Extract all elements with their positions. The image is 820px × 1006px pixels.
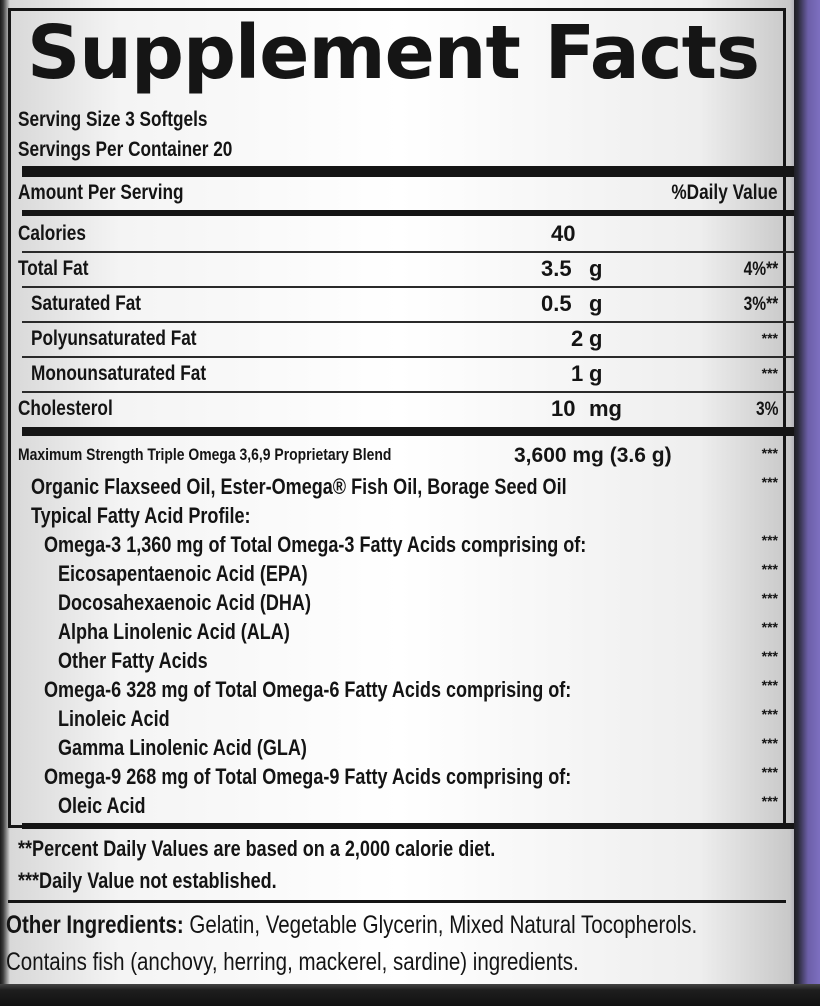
nutrient-unit-polyunsaturated-fat: g [589,326,603,351]
profile-omega-3: Omega-3 1,360 mg of Total Omega-3 Fatty Acids comprising of: [44,532,587,557]
profile-omega-9: Omega-9 268 mg of Total Omega-9 Fatty Acids comprising of: [44,764,572,789]
nutrient-name-cholesterol: Cholesterol [18,397,113,420]
bottle-edge-right [794,0,820,1006]
nutrient-amount-monounsaturated-fat: 1 [571,361,584,386]
nutrient-dv-monounsaturated-fat: *** [761,365,778,381]
nutrient-dv-polyunsaturated-fat: *** [761,330,778,346]
thick-divider [22,427,794,436]
profile-dv: *** [761,793,778,809]
row-divider [22,251,794,253]
profile-oleic: Oleic Acid [58,793,146,818]
nutrient-unit-total-fat: g [589,256,603,281]
panel-title: Supplement Facts [27,10,760,96]
blend-sources: Organic Flaxseed Oil, Ester-Omega® Fish Oil, Borage Seed Oil [31,474,567,499]
profile-gla: Gamma Linolenic Acid (GLA) [58,735,307,760]
daily-value-header: %Daily Value [671,181,778,204]
blend-amount: 3,600 mg (3.6 g) [514,444,672,467]
nutrient-unit-cholesterol: mg [589,396,622,421]
nutrient-unit-saturated-fat: g [589,291,603,316]
profile-linoleic: Linoleic Acid [58,706,170,731]
nutrient-amount-polyunsaturated-fat: 2 [571,326,584,351]
profile-other-fatty-acids: Other Fatty Acids [58,648,208,673]
other-ingredients-text: Gelatin, Vegetable Glycerin, Mixed Natural Tocopherols. [183,911,698,939]
footnote-percent-dv: **Percent Daily Values are based on a 2,000 calorie diet. [18,836,496,861]
supplement-facts-panel [8,8,786,828]
blend-dv: *** [761,445,778,461]
row-divider [22,391,794,393]
other-ingredients-label: Other Ingredients: [6,911,184,939]
profile-epa: Eicosapentaenoic Acid (EPA) [58,561,308,586]
serving-size: Serving Size 3 Softgels [18,108,208,131]
nutrient-amount-calories: 40 [551,221,576,246]
row-divider [22,286,794,288]
profile-dv: *** [761,590,778,606]
nutrient-amount-total-fat: 3.5 [541,256,572,281]
nutrient-amount-cholesterol: 10 [551,396,576,421]
profile-dha: Docosahexaenoic Acid (DHA) [58,590,311,615]
profile-dv: *** [761,532,778,548]
nutrient-dv-saturated-fat: 3%** [743,294,778,315]
nutrient-amount-saturated-fat: 0.5 [541,291,572,316]
nutrient-dv-total-fat: 4%** [743,259,778,280]
nutrient-name-total-fat: Total Fat [18,257,89,280]
blend-name: Maximum Strength Triple Omega 3,6,9 Proprietary Blend [18,445,392,464]
profile-omega-6: Omega-6 328 mg of Total Omega-6 Fatty Acids comprising of: [44,677,572,702]
profile-dv: *** [761,764,778,780]
nutrient-name-saturated-fat: Saturated Fat [31,292,142,315]
profile-dv: *** [761,648,778,664]
profile-dv: *** [761,677,778,693]
other-ingredients-line-1 [6,913,820,938]
nutrient-name-polyunsaturated-fat: Polyunsaturated Fat [31,327,197,350]
other-ingredients-line-2: Contains fish (anchovy, herring, mackerel, sardine) ingredients. [6,948,579,976]
profile-dv: *** [761,706,778,722]
row-divider [22,356,794,358]
thick-divider [22,166,794,177]
profile-label: Typical Fatty Acid Profile: [31,503,251,528]
servings-per-container: Servings Per Container 20 [18,138,233,161]
amount-per-serving-header: Amount Per Serving [18,181,184,204]
profile-dv: *** [761,619,778,635]
row-divider [22,321,794,323]
nutrient-unit-monounsaturated-fat: g [589,361,603,386]
nutrient-dv-cholesterol: 3% [755,399,778,420]
profile-dv: *** [761,561,778,577]
medium-divider [22,210,794,216]
medium-divider [22,823,794,829]
nutrient-name-calories: Calories [18,222,86,245]
nutrient-name-monounsaturated-fat: Monounsaturated Fat [31,362,207,385]
footnote-dv-not-established: ***Daily Value not established. [18,868,277,893]
profile-dv: *** [761,735,778,751]
profile-ala: Alpha Linolenic Acid (ALA) [58,619,290,644]
bottle-edge-bottom [0,984,820,1006]
panel-bottom-border [8,900,786,903]
blend-sources-dv: *** [761,474,778,490]
